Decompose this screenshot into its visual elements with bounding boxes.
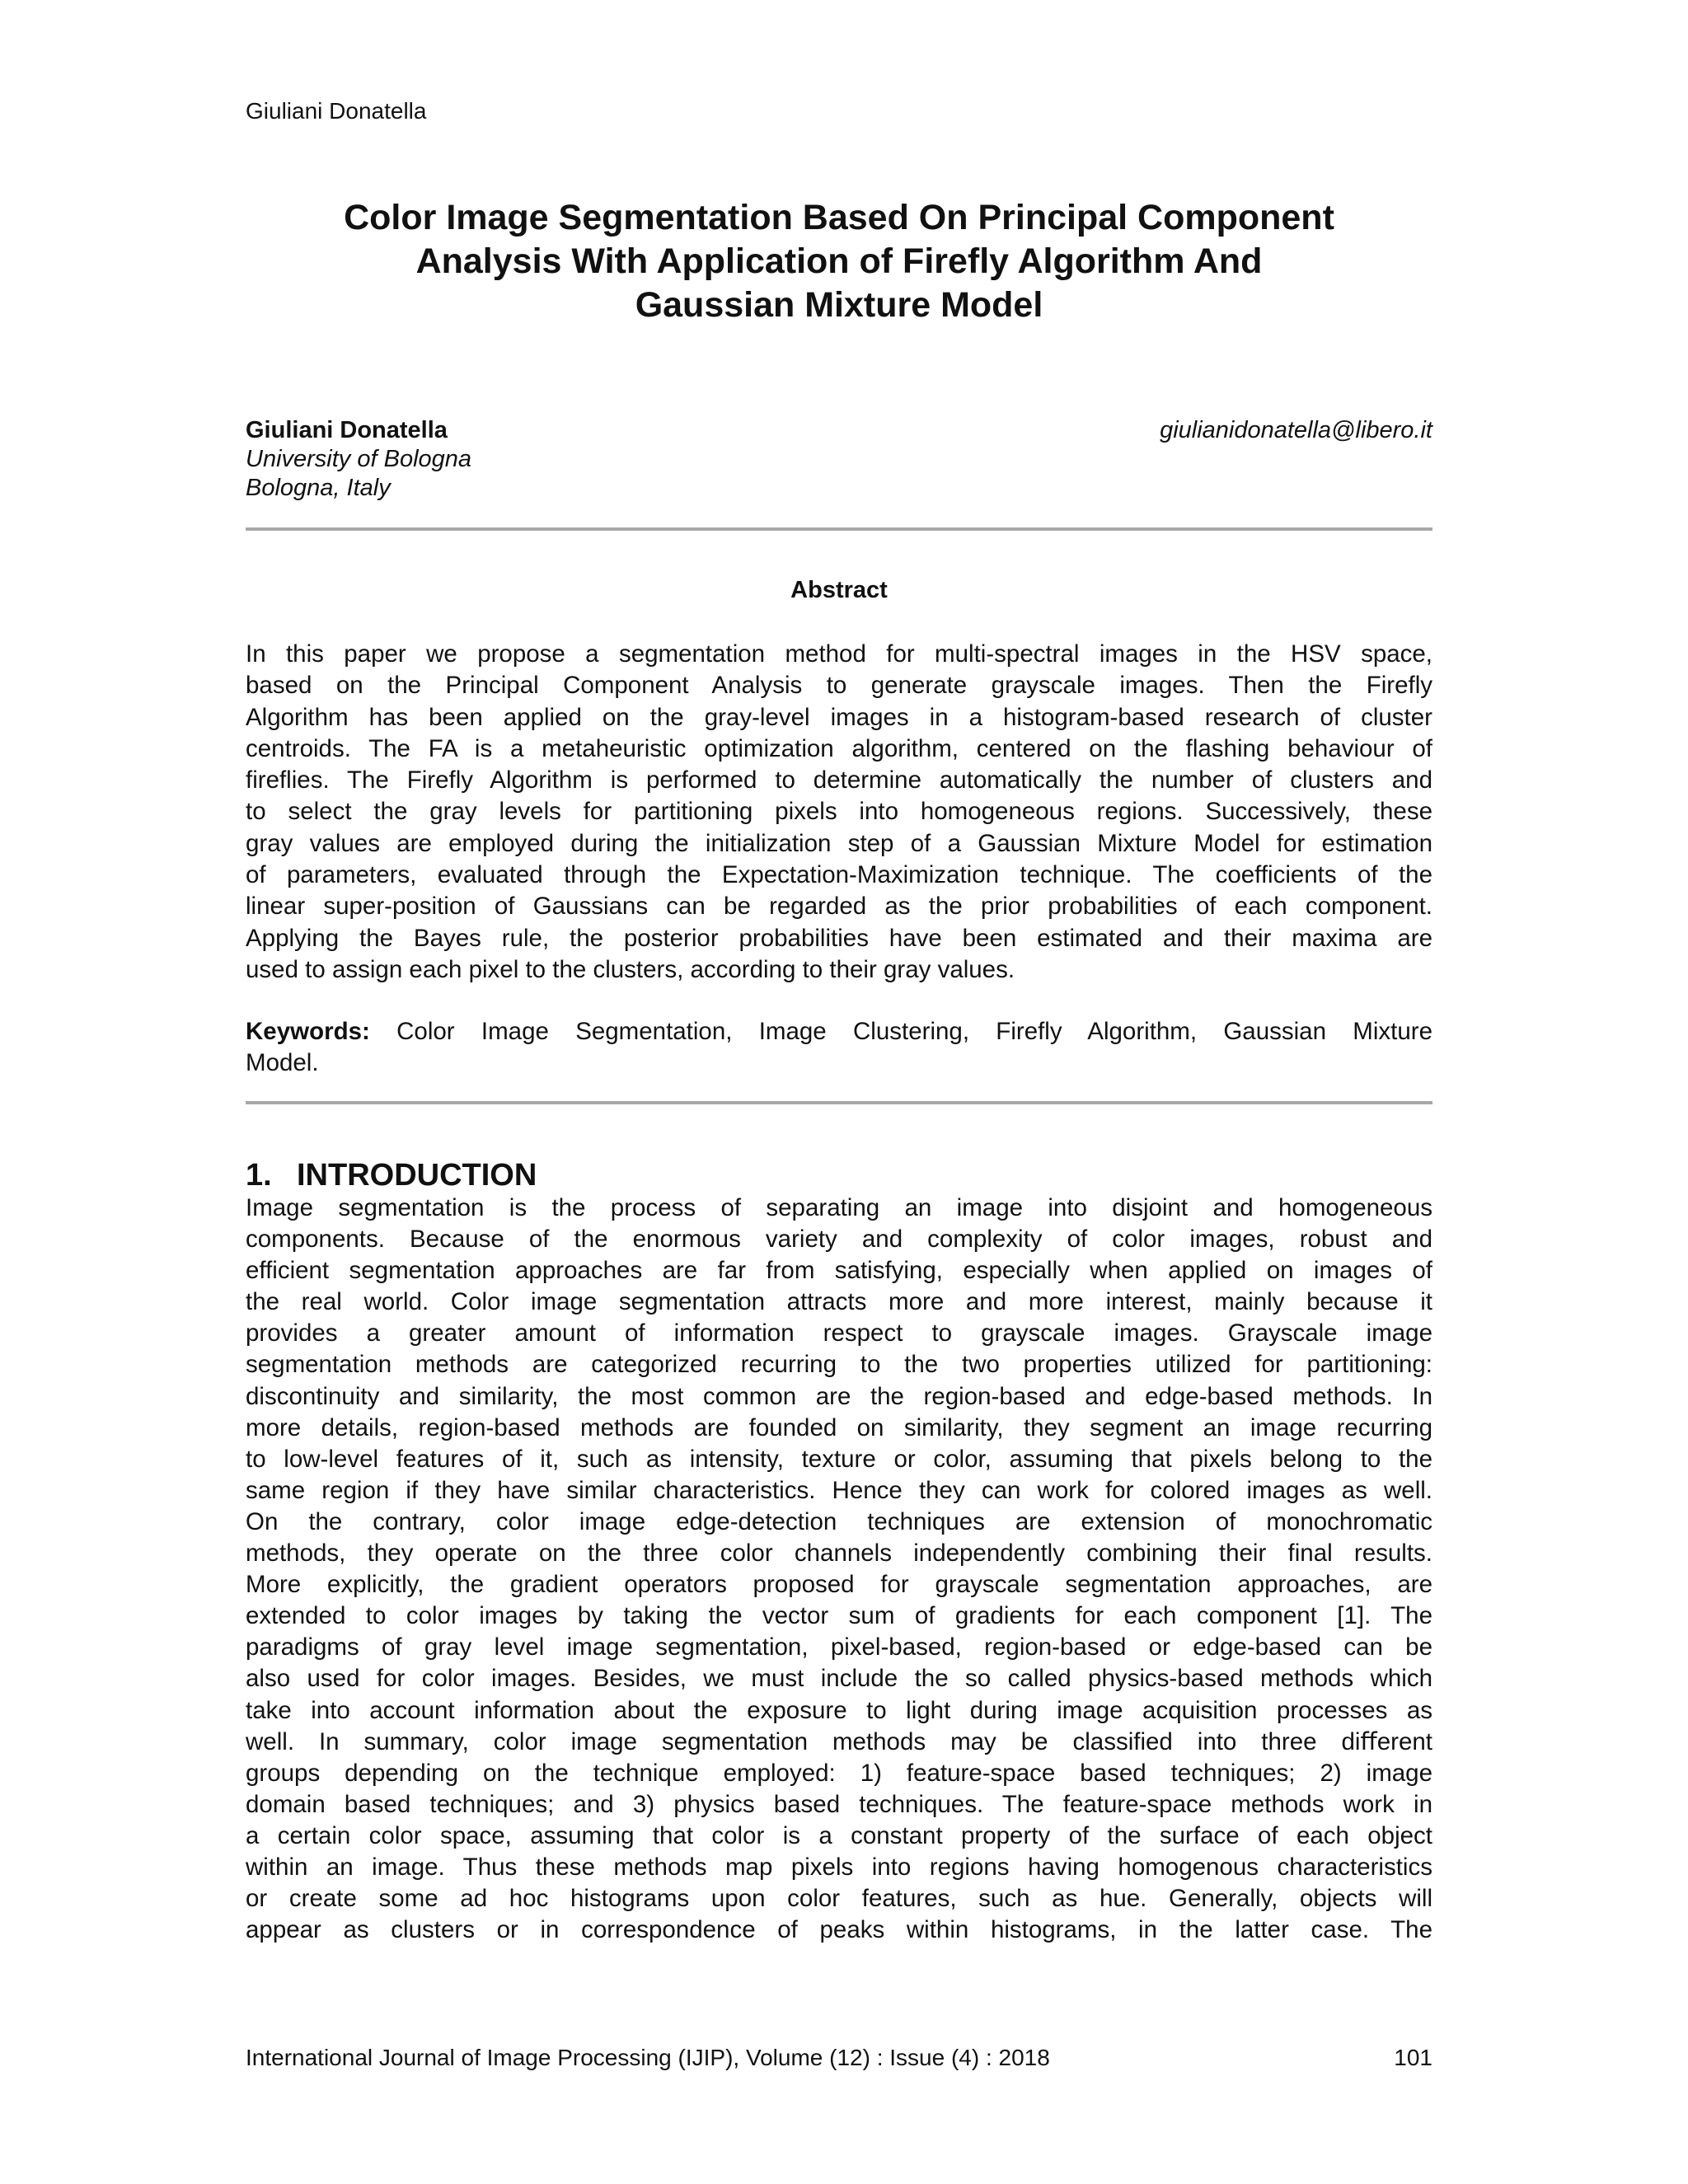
title-line: Analysis With Application of Firefly Algorithm And — [415, 241, 1263, 281]
body-line: components. Because of the enormous variety and complexity of color images, robust and — [246, 1226, 1432, 1254]
body-line: appear as clusters or in correspondence of peaks within histograms, in the latter case. The — [246, 1916, 1432, 1944]
divider-bottom — [246, 1101, 1432, 1104]
keywords-line: Model. — [246, 1049, 319, 1077]
body-line: a certain color space, assuming that color is a constant property of the surface of each object — [246, 1821, 1432, 1849]
abstract-heading: Abstract — [790, 577, 888, 603]
abstract-line: to select the gray levels for partitioning pixels into homogeneous regions. Successively, these — [246, 798, 1432, 826]
section-title: INTRODUCTION — [297, 1158, 537, 1193]
abstract-line: centroids. The FA is a metaheuristic optimization algorithm, centered on the flashing behaviour of — [246, 734, 1432, 762]
keywords-label: Keywords: — [246, 1018, 370, 1045]
body-line: well. In summary, color image segmentation methods may be classified into three diﬀerent — [246, 1727, 1432, 1755]
body-line: paradigms of gray level image segmentation, pixel-based, region-based or edge-based can be — [246, 1633, 1432, 1661]
body-line: provides a greater amount of information respect to grayscale images. Grayscale image — [246, 1319, 1432, 1347]
author-email[interactable]: giulianidonatella@libero.it — [1160, 417, 1432, 443]
body-line: to low-level features of it, such as intensity, texture or color, assuming that pixels belong to the — [246, 1445, 1432, 1473]
keywords-text: Color Image Segmentation, Image Clustering, Firefly Algorithm, Gaussian Mixture — [369, 1018, 1432, 1045]
body-line: take into account information about the exposure to light during image acquisition processes as — [246, 1696, 1432, 1724]
abstract-line: linear super-position of Gaussians can be regarded as the prior probabilities of each component. — [246, 893, 1432, 921]
page-number: 101 — [1394, 2045, 1432, 2070]
body-line: discontinuity and similarity, the most common are the region-based and edge-based methods. In — [246, 1382, 1432, 1410]
section-number: 1. — [246, 1158, 272, 1193]
author-name: Giuliani Donatella — [246, 417, 448, 443]
body-line: or create some ad hoc histograms upon color features, such as hue. Generally, objects will — [246, 1885, 1432, 1913]
abstract-line: gray values are employed during the initialization step of a Gaussian Mixture Model for estimation — [246, 829, 1432, 857]
abstract-line: Algorithm has been applied on the gray-level images in a histogram-based research of cluster — [246, 703, 1432, 731]
body-line: within an image. Thus these methods map pixels into regions having homogenous characteristics — [246, 1853, 1432, 1881]
body-line: groups depending on the technique employed: 1) feature-space based techniques; 2) image — [246, 1759, 1432, 1787]
abstract-line: In this paper we propose a segmentation method for multi-spectral images in the HSV space, — [246, 640, 1432, 668]
body-line: extended to color images by taking the vector sum of gradients for each component [1]. The — [246, 1602, 1432, 1630]
footer-journal: International Journal of Image Processing (IJIP), Volume (12) : Issue (4) : 2018 — [246, 2045, 1050, 2070]
abstract-body — [246, 639, 1432, 986]
body-line: domain based techniques; and 3) physics based techniques. The feature-space methods work in — [246, 1790, 1432, 1818]
divider-top — [246, 527, 1432, 531]
author-block — [246, 416, 1432, 503]
body-line: More explicitly, the gradient operators proposed for grayscale segmentation approaches, are — [246, 1571, 1432, 1599]
body-line: more details, region-based methods are founded on similarity, they segment an image recurring — [246, 1413, 1432, 1441]
page-footer — [246, 2044, 1432, 2072]
abstract-line: based on the Principal Component Analysis to generate grayscale images. Then the Firefly — [246, 672, 1432, 700]
title-line: Color Image Segmentation Based On Principal Component — [344, 198, 1334, 237]
body-line: Image segmentation is the process of separating an image into disjoint and homogeneous — [246, 1194, 1432, 1221]
abstract-line: of parameters, evaluated through the Expectation-Maximization technique. The coefficients of the — [246, 861, 1432, 889]
body-line: same region if they have similar characteristics. Hence they can work for colored images as well. — [246, 1476, 1432, 1504]
author-location: Bologna, Italy — [246, 475, 391, 501]
keywords-line — [246, 1016, 1432, 1047]
paper-title — [246, 196, 1432, 327]
title-line: Gaussian Mixture Model — [635, 285, 1043, 325]
body-line: efficient segmentation approaches are far from satisfying, especially when applied on images of — [246, 1257, 1432, 1285]
introduction-body — [246, 1193, 1432, 1946]
running-head: Giuliani Donatella — [246, 98, 427, 124]
body-line: On the contrary, color image edge-detection techniques are extension of monochromatic — [246, 1507, 1432, 1535]
abstract-line: used to assign each pixel to the clusters, according to their gray values. — [246, 955, 1015, 983]
body-line: also used for color images. Besides, we must include the so called physics-based methods which — [246, 1665, 1432, 1693]
abstract-line: fireflies. The Firefly Algorithm is performed to determine automatically the number of clusters and — [246, 766, 1432, 794]
body-line: methods, they operate on the three color channels independently combining their final results. — [246, 1540, 1432, 1568]
author-affiliation: University of Bologna — [246, 446, 472, 472]
abstract-line: Applying the Bayes rule, the posterior probabilities have been estimated and their maxima are — [246, 924, 1432, 952]
keywords — [246, 1016, 1432, 1080]
body-line: the real world. Color image segmentation attracts more and more interest, mainly because it — [246, 1288, 1432, 1316]
body-line: segmentation methods are categorized recurring to the two properties utilized for partitioning: — [246, 1351, 1432, 1379]
section-heading-introduction — [246, 1157, 537, 1193]
